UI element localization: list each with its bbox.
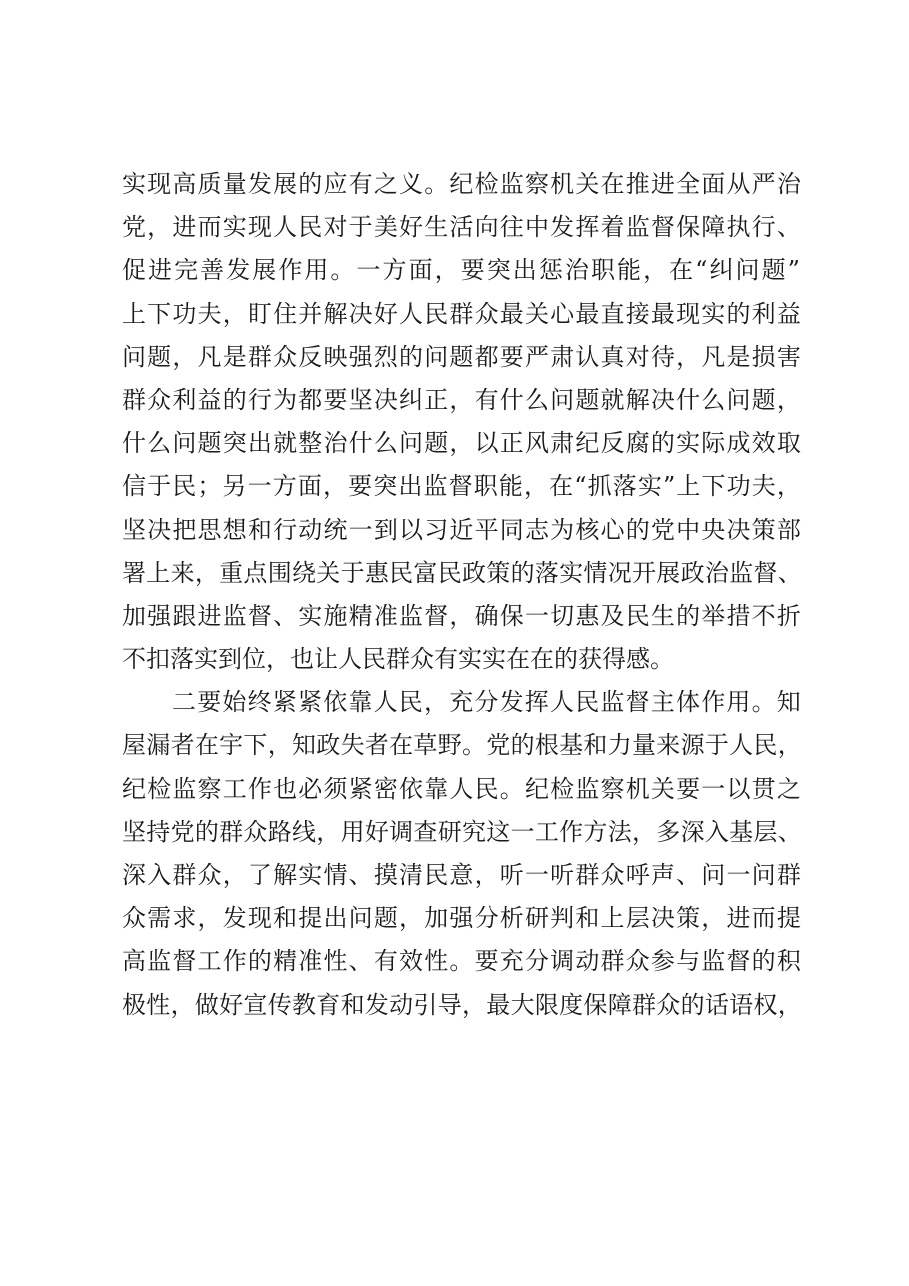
text-line: 屋漏者在宇下，知政失者在草野。党的根基和力量来源于人民， [122, 731, 802, 760]
paragraph-start-line: 二要始终紧紧依靠人民，充分发挥人民监督主体作用。知 [172, 688, 802, 717]
body-text [122, 163, 802, 1027]
text-line: 纪检监察工作也必须紧密依靠人民。纪检监察机关要一以贯之 [122, 774, 802, 803]
text-line: 署上来，重点围绕关于惠民富民政策的落实情况开展政治监督、 [122, 558, 802, 587]
text-line: 促进完善发展作用。一方面，要突出惩治职能，在“纠问题” [122, 256, 802, 285]
text-line: 上下功夫，盯住并解决好人民群众最关心最直接最现实的利益 [122, 299, 802, 328]
text-line: 众需求，发现和提出问题，加强分析研判和上层决策，进而提 [122, 904, 802, 933]
text-line: 深入群众，了解实情、摸清民意，听一听群众呼声、问一问群 [122, 861, 802, 889]
text-line: 加强跟进监督、实施精准监督，确保一切惠及民生的举措不折 [122, 601, 802, 630]
text-line: 高监督工作的精准性、有效性。要充分调动群众参与监督的积 [122, 947, 802, 976]
text-line: 问题，凡是群众反映强烈的问题都要严肃认真对待，凡是损害 [122, 342, 802, 371]
text-line: 信于民；另一方面，要突出监督职能，在“抓落实”上下功夫， [122, 472, 802, 501]
text-line: 坚决把思想和行动统一到以习近平同志为核心的党中央决策部 [122, 515, 802, 544]
text-line: 党，进而实现人民对于美好生活向往中发挥着监督保障执行、 [122, 213, 802, 242]
text-line: 极性，做好宣传教育和发动引导，最大限度保障群众的话语权， [122, 990, 802, 1019]
text-line: 不扣落实到位，也让人民群众有实实在在的获得感。 [122, 645, 674, 674]
text-line: 什么问题突出就整治什么问题，以正风肃纪反腐的实际成效取 [122, 429, 802, 458]
text-line: 实现高质量发展的应有之义。纪检监察机关在推进全面从严治 [122, 170, 802, 198]
text-line: 群众利益的行为都要坚决纠正，有什么问题就解决什么问题， [122, 385, 802, 414]
text-line: 坚持党的群众路线，用好调查研究这一工作方法，多深入基层、 [122, 817, 802, 846]
